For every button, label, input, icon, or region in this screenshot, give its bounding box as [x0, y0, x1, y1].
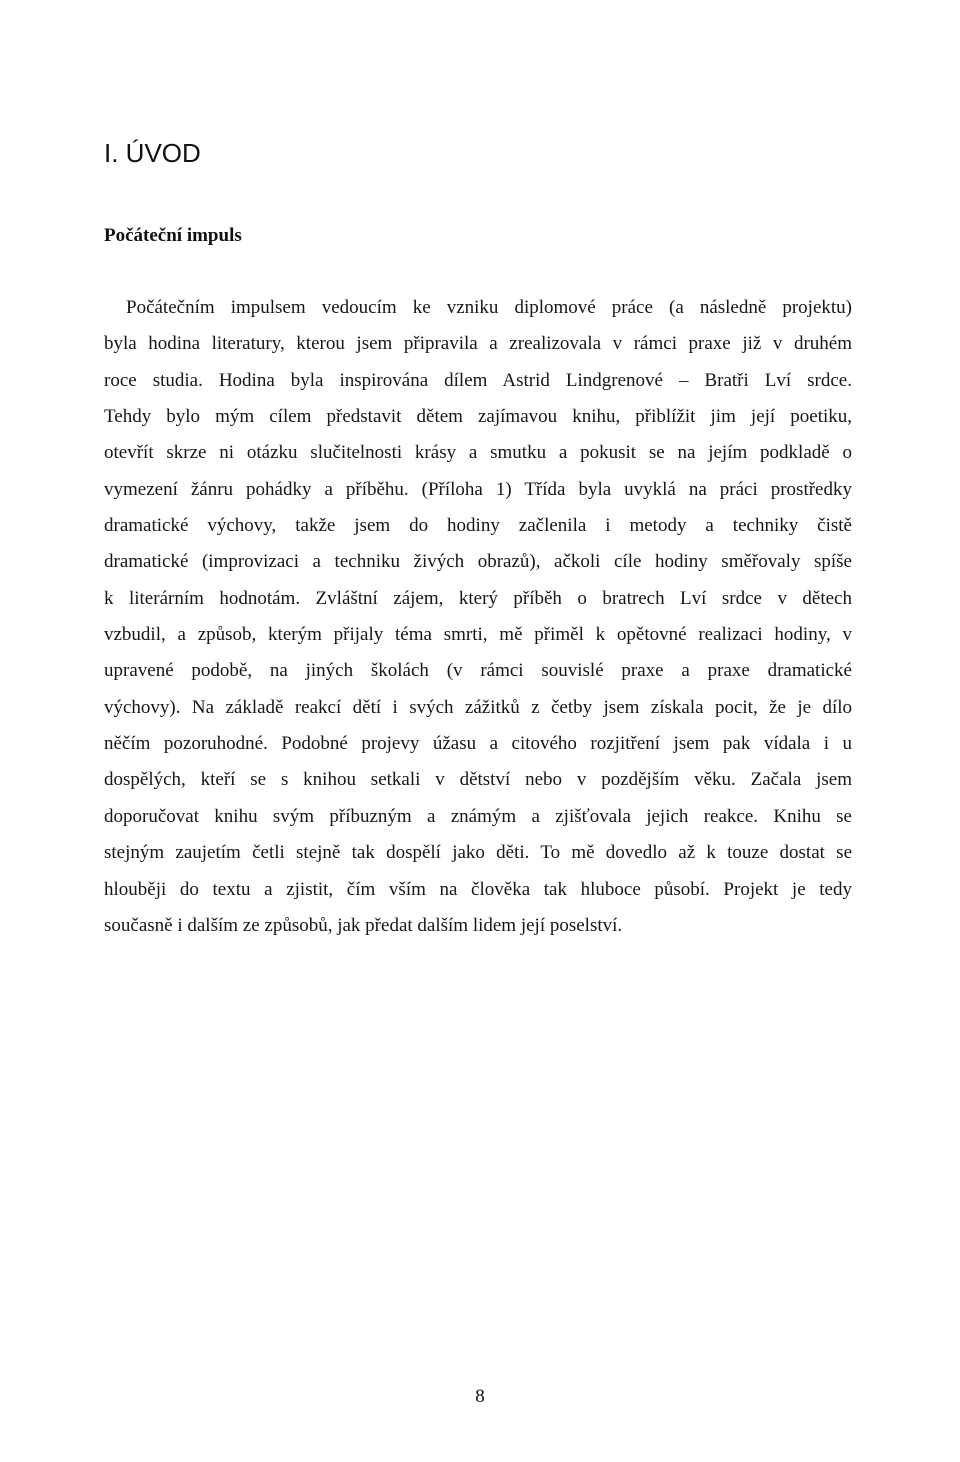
paragraph-line: Tehdy bylo mým cílem představit dětem zajímavou knihu, přiblížit jim její poetiku, [104, 406, 852, 428]
paragraph-line: výchovy). Na základě reakcí dětí i svých zážitků z četby jsem získala pocit, že je dílo [104, 696, 852, 718]
paragraph-line: dramatické (improvizaci a techniku živých obrazů), ačkoli cíle hodiny směřovaly spíše [104, 551, 852, 573]
paragraph-line: současně i dalším ze způsobů, jak předat dalším lidem její poselství. [104, 914, 623, 936]
paragraph-line: stejným zaujetím četli stejně tak dospělí jako děti. To mě dovedlo až k touze dostat se [104, 842, 852, 864]
paragraph-line: hlouběji do textu a zjistit, čím vším na člověka tak hluboce působí. Projekt je tedy [104, 878, 852, 900]
paragraph-line: doporučovat knihu svým příbuzným a známým a zjišťovala jejich reakce. Knihu se [104, 805, 852, 827]
chapter-title: I. ÚVOD [104, 138, 201, 168]
paragraph-line: dramatické výchovy, takže jsem do hodiny začlenila i metody a techniky čistě [104, 515, 852, 537]
paragraph-line: Počátečním impulsem vedoucím ke vzniku diplomové práce (a následně projektu) [126, 297, 852, 318]
paragraph-line: upravené podobě, na jiných školách (v rámci souvislé praxe a praxe dramatické [104, 660, 852, 682]
paragraph-line: něčím pozoruhodné. Podobné projevy úžasu a citového rozjitření jsem pak vídala i u [104, 733, 852, 755]
paragraph-line: k literárním hodnotám. Zvláštní zájem, který příběh o bratrech Lví srdce v dětech [104, 587, 852, 609]
paragraph-line: roce studia. Hodina byla inspirována dílem Astrid Lindgrenové – Bratři Lví srdce. [104, 369, 852, 391]
paragraph-line: byla hodina literatury, kterou jsem připravila a zrealizovala v rámci praxe již v druhém [104, 333, 852, 355]
page-number: 8 [475, 1386, 485, 1407]
body-paragraph [104, 290, 852, 944]
section-heading: Počáteční impuls [104, 225, 242, 246]
paragraph-line: vzbudil, a způsob, kterým přijaly téma smrti, mě přiměl k opětovné realizaci hodiny, v [104, 624, 852, 646]
paragraph-line: otevřít skrze ni otázku slučitelnosti krásy a smutku a pokusit se na jejím podkladě o [104, 442, 852, 464]
paragraph-line: vymezení žánru pohádky a příběhu. (Příloha 1) Třída byla uvyklá na práci prostředky [104, 478, 852, 500]
paragraph-line: dospělých, kteří se s knihou setkali v dětství nebo v pozdějším věku. Začala jsem [104, 769, 852, 791]
